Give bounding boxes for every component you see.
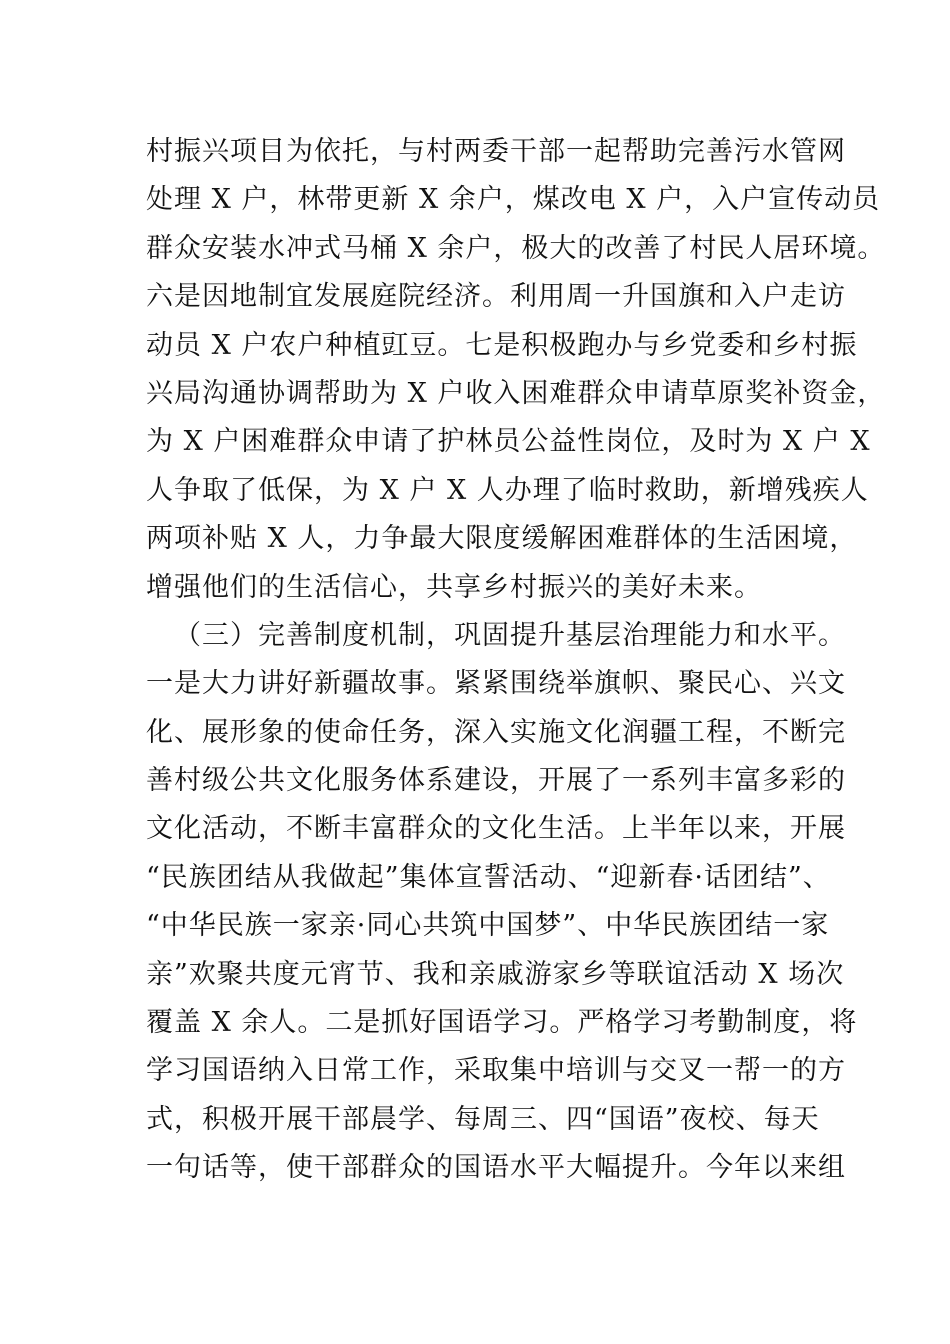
text-line: 文化活动，不断丰富群众的文化生活。上半年以来，开展 [146, 813, 846, 845]
text-line: 覆盖 X 余人。二是抓好国语学习。严格学习考勤制度，将 [146, 1007, 858, 1039]
text-line: 两项补贴 X 人，力争最大限度缓解困难群体的生活困境， [146, 523, 858, 555]
body-text [146, 128, 886, 1193]
text-line: 亲”欢聚共度元宵节、我和亲戚游家乡等联谊活动 X 场次 [146, 958, 845, 990]
text-line: 式，积极开展干部晨学、每周三、四“国语”夜校、每天 [146, 1103, 820, 1135]
text-line: 动员 X 户农户种植豇豆。七是积极跑办与乡党委和乡村振 [146, 329, 858, 361]
text-line: 村振兴项目为依托，与村两委干部一起帮助完善污水管网 [146, 136, 846, 167]
text-line: 增强他们的生活信心，共享乡村振兴的美好未来。 [146, 571, 762, 603]
text-line: 学习国语纳入日常工作，采取集中培训与交叉一帮一的方 [146, 1055, 846, 1087]
text-line: “民族团结从我做起”集体宣誓活动、“迎新春·话团结”、 [146, 861, 831, 893]
section-heading: （三）完善制度机制，巩固提升基层治理能力和水平。 [174, 619, 846, 651]
text-line: “中华民族一家亲·同心共筑中国梦”、中华民族团结一家 [146, 910, 830, 942]
text-line: 化、展形象的使命任务，深入实施文化润疆工程，不断完 [146, 716, 846, 748]
text-line: 六是因地制宜发展庭院经济。利用周一升国旗和入户走访 [146, 281, 846, 313]
text-line: 人争取了低保，为 X 户 X 人办理了临时救助，新增残疾人 [146, 474, 869, 506]
text-line: 兴局沟通协调帮助为 X 户收入困难群众申请草原奖补资金， [146, 377, 886, 409]
text-line: 群众安装水冲式马桶 X 余户，极大的改善了村民人居环境。 [146, 232, 886, 264]
text-line: 一是大力讲好新疆故事。紧紧围绕举旗帜、聚民心、兴文 [146, 668, 846, 700]
text-line: 一句话等，使干部群众的国语水平大幅提升。今年以来组 [146, 1152, 846, 1184]
text-line: 处理 X 户，林带更新 X 余户，煤改电 X 户，入户宣传动员 [146, 184, 881, 216]
text-line: 善村级公共文化服务体系建设，开展了一系列丰富多彩的 [146, 765, 846, 797]
text-line: 为 X 户困难群众申请了护林员公益性岗位，及时为 X 户 X [146, 426, 871, 458]
